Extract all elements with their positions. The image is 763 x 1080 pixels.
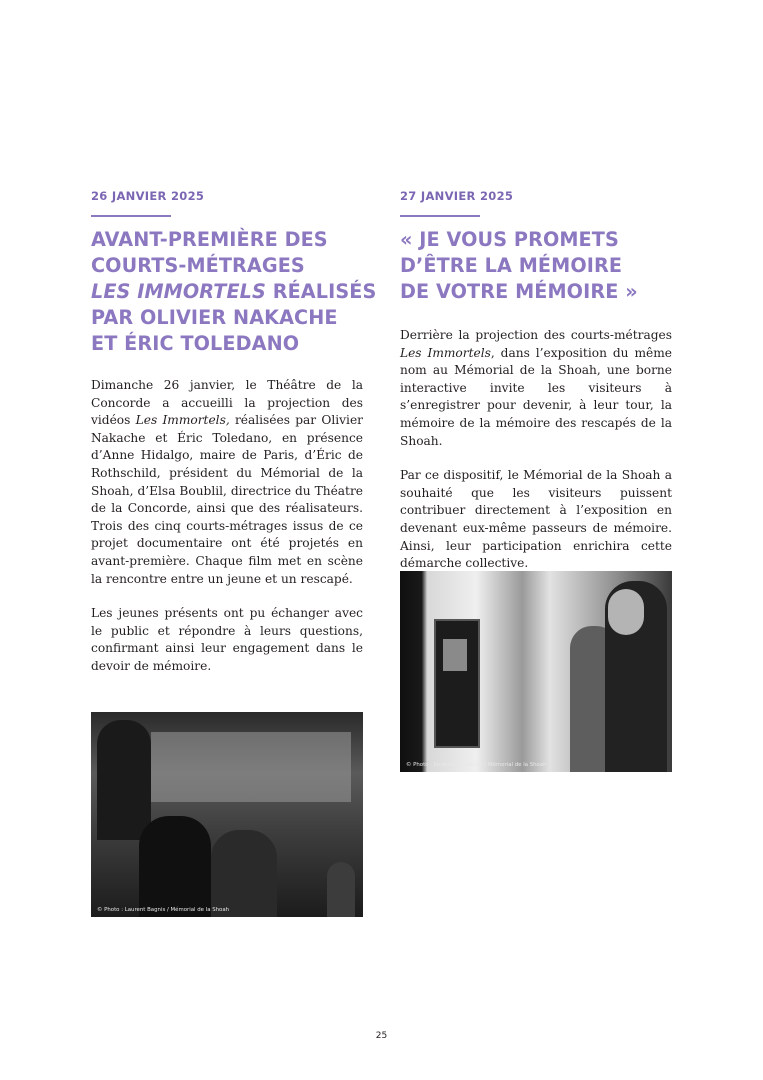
- kiosk-portrait: [443, 639, 467, 671]
- audience-member-3: [211, 830, 277, 917]
- concorde-screen-sign: [151, 732, 351, 802]
- left-headline-line5: ET ÉRIC TOLEDANO: [91, 332, 300, 355]
- left-paragraph-1: [91, 377, 363, 588]
- right-p1-italic: Les Immortels: [400, 345, 491, 360]
- left-column: [91, 186, 377, 676]
- left-headline-line2: COURTS-MÉTRAGES: [91, 254, 305, 277]
- right-paragraph-1: [400, 327, 672, 450]
- right-headline-line2: D’ÊTRE LA MÉMOIRE: [400, 254, 623, 277]
- right-date: 27 JANVIER 2025: [400, 189, 514, 203]
- left-p1-start: Dimanche 26 janvier, le Théâtre de la Concorde a accueilli la projection des vidéos: [91, 378, 363, 428]
- audience-member-2: [139, 816, 211, 917]
- kiosk-photo-credit: © Photo : Jonathan Kodiman / Mémorial de la Shoah: [406, 762, 547, 768]
- screening-photo: [91, 712, 363, 917]
- right-headline-line1: « JE VOUS PROMETS: [400, 228, 619, 251]
- left-headline: [91, 227, 377, 357]
- page-number: 25: [375, 1031, 388, 1041]
- left-headline-line3-rest: RÉALISÉS: [265, 280, 377, 303]
- right-column: [400, 186, 672, 573]
- audience-member-1: [97, 720, 151, 840]
- left-paragraph-2: Les jeunes présents ont pu échanger avec le public et répondre à leurs questions, confirmant ainsi leur engagement dans le devoir de mémoire.: [91, 606, 363, 673]
- right-p1-start: Derrière la projection des courts-métrages: [400, 328, 672, 342]
- left-p1-italic: Les Immortels,: [135, 413, 230, 428]
- screening-photo-credit: © Photo : Laurent Bagnis / Mémorial de la Shoah: [97, 907, 230, 913]
- right-headline: [400, 227, 672, 305]
- audience-member-4: [327, 862, 355, 917]
- right-headline-line3: DE VOTRE MÉMOIRE »: [400, 280, 638, 303]
- kiosk-photo: [400, 571, 672, 772]
- left-p1-end: réalisées par Olivier Nakache et Éric Toledano, en présence d’Anne Hidalgo, maire de Paris, d’Éric de Rothschild, président du Mémorial de la Shoah, d’Elsa Boublil, directrice du Théatre de la Concorde, ainsi que des réalisateurs. Trois des cinq courts-métrages issus de ce projet documentaire ont été projetés en avant-première. Chaque film met en scène la rencontre entre un jeune et un rescapé.: [91, 413, 363, 586]
- right-paragraph-2: Par ce dispositif, le Mémorial de la Shoah a souhaité que les visiteurs puissent contribuer directement à l’exposition en devenant eux-même passeurs de mémoire. Ainsi, leur participation enrichira cette démarche collective.: [400, 468, 672, 571]
- left-headline-italic-title: LES IMMORTELS: [91, 280, 266, 303]
- right-divider: [400, 215, 480, 217]
- left-headline-line1: AVANT-PREMIÈRE DES: [91, 228, 328, 251]
- visitor-2-face: [608, 589, 644, 635]
- left-date: 26 JANVIER 2025: [91, 189, 205, 203]
- left-headline-line3: [91, 279, 377, 305]
- right-p1-end: , dans l’exposition du même nom au Mémorial de la Shoah, une borne interactive invite les visiteurs à s’enregistrer pour devenir, à leur tour, la mémoire de la mémoire des rescapés de la Shoah.: [400, 345, 672, 448]
- left-headline-line4: PAR OLIVIER NAKACHE: [91, 306, 338, 329]
- left-divider: [91, 215, 171, 217]
